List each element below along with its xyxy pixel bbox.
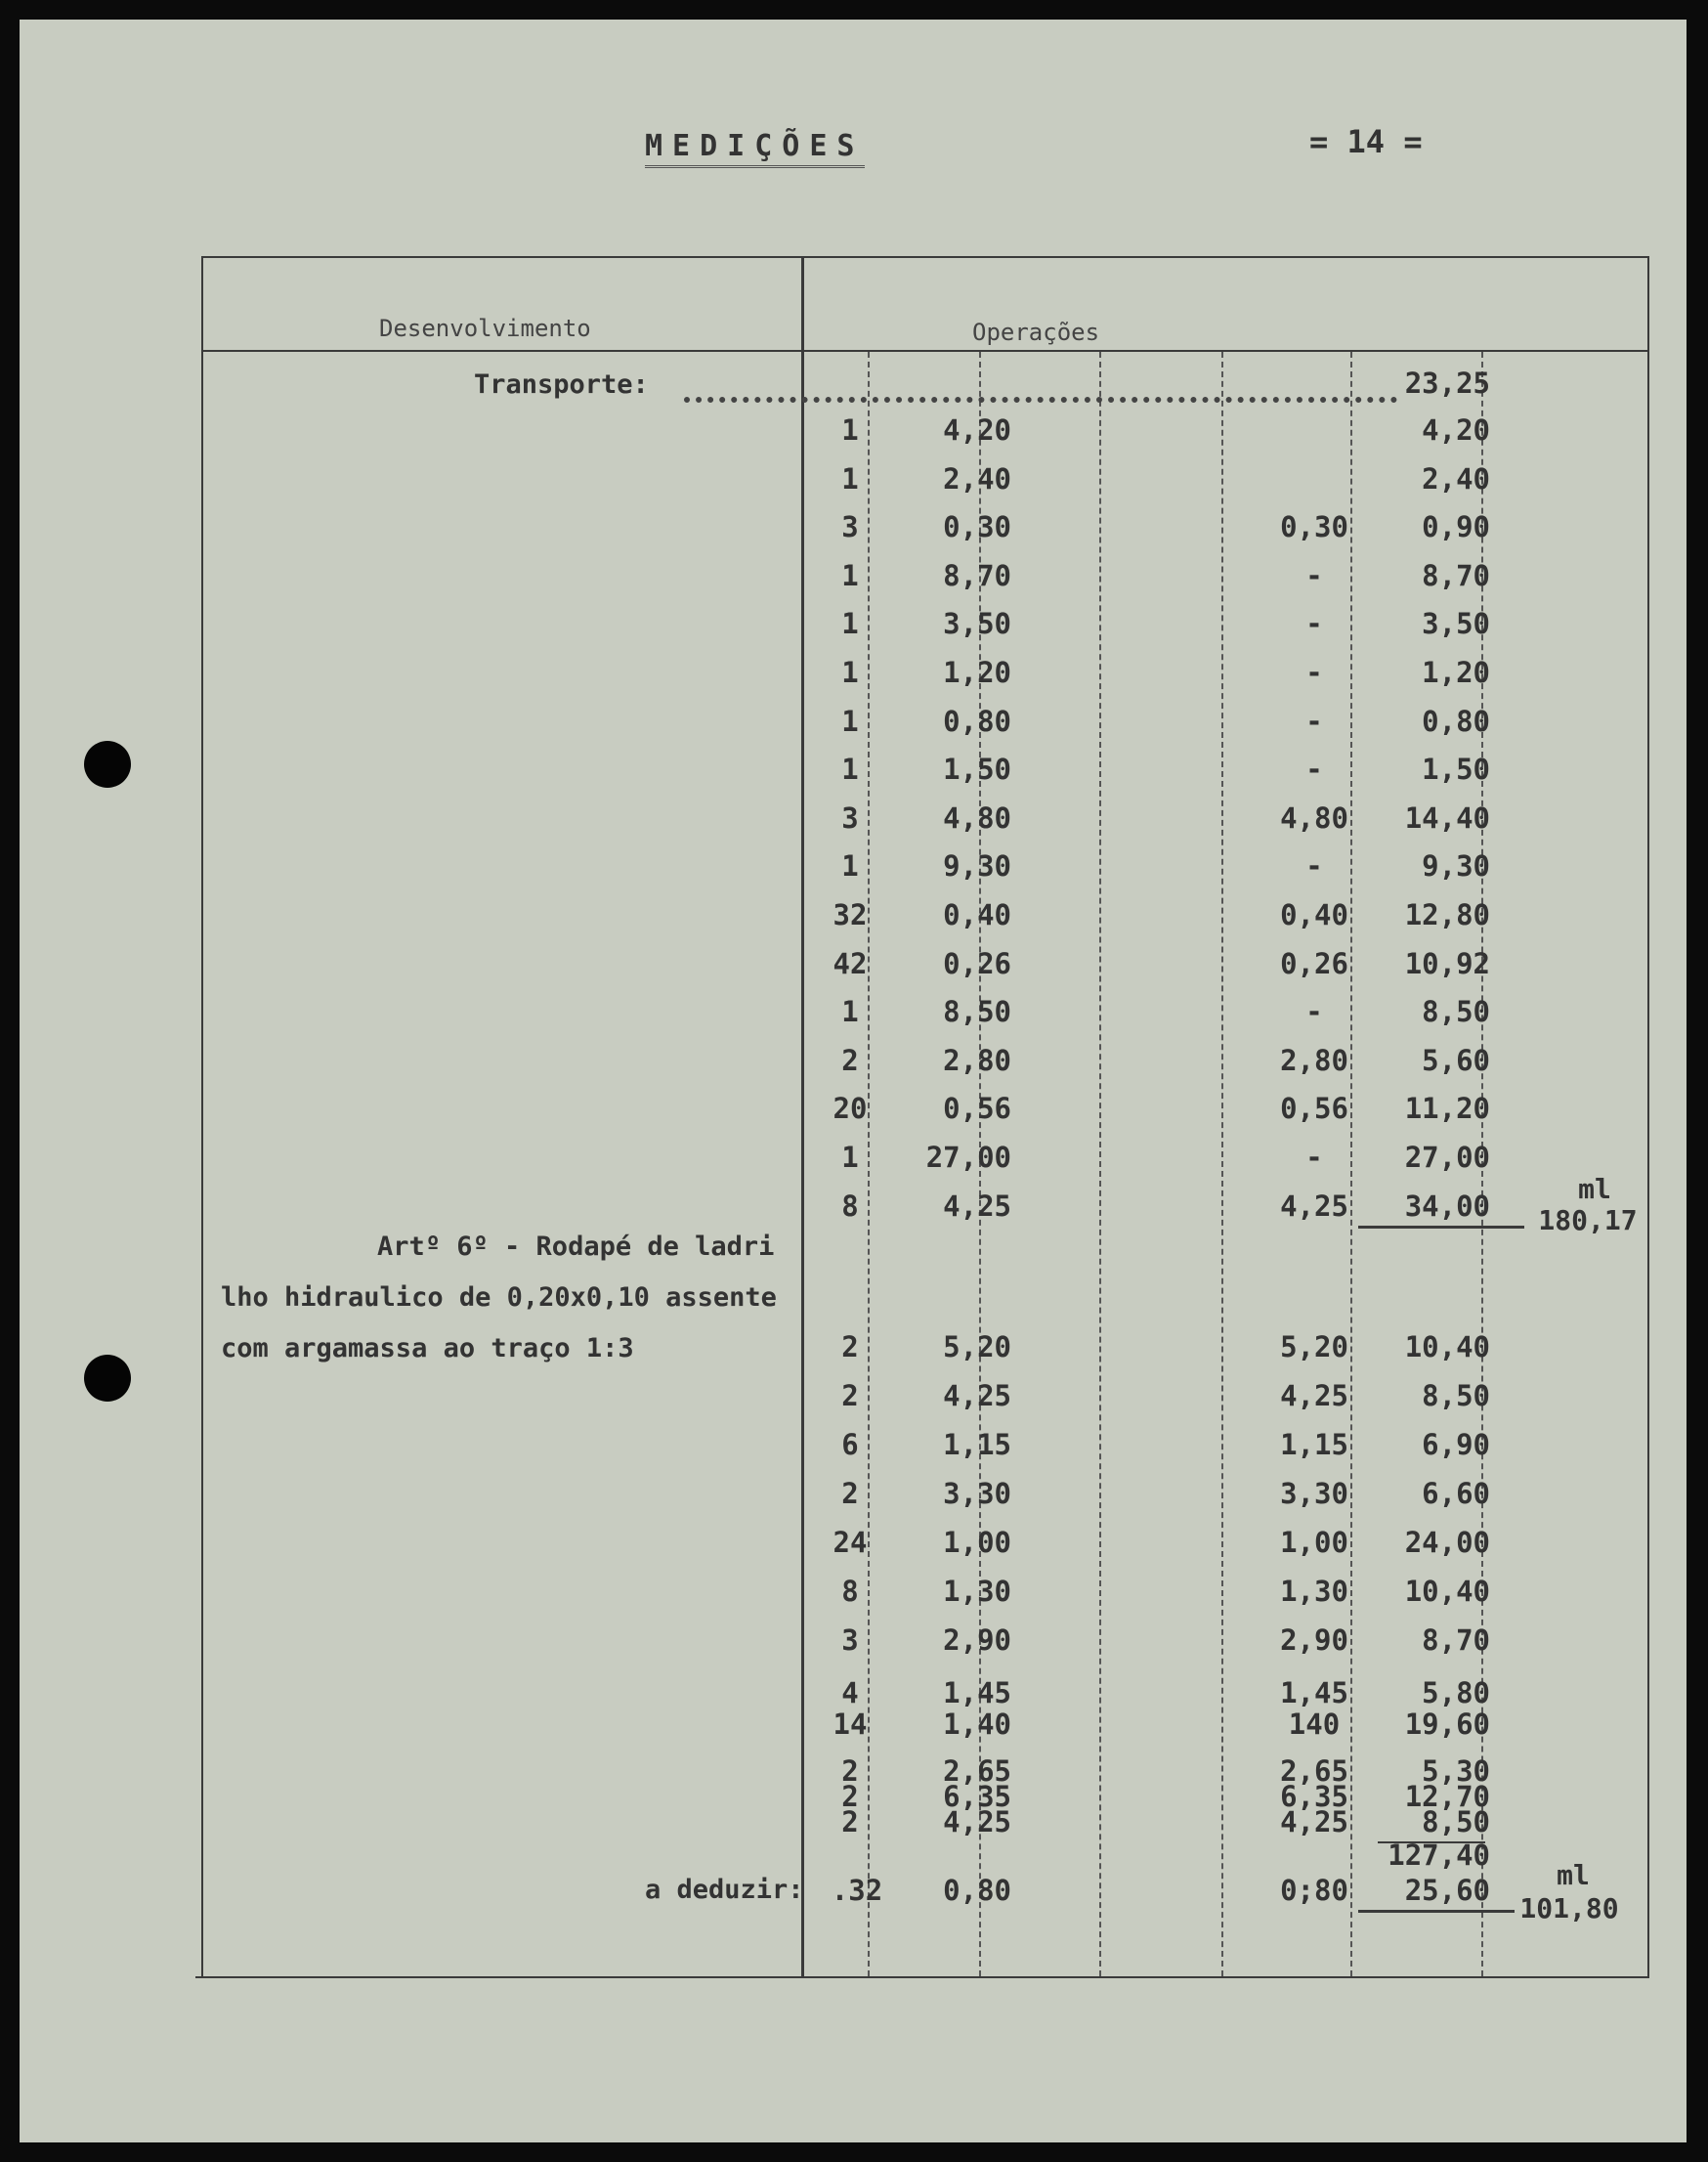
row-multiplier: 8: [841, 1189, 859, 1223]
row-width: 1,30: [1280, 1575, 1348, 1608]
deduct-mult: .32: [831, 1874, 883, 1907]
deduct-total: 25,60: [1404, 1874, 1490, 1907]
row-total: 27,00: [1404, 1141, 1490, 1174]
row-width: 4,25: [1280, 1379, 1348, 1412]
header-desenvolvimento: Desenvolvimento: [379, 315, 591, 342]
row-total: 8,70: [1422, 558, 1490, 592]
row-multiplier: 3: [841, 1623, 859, 1657]
row-total: 2,40: [1422, 461, 1490, 496]
row-length: 8,50: [943, 995, 1011, 1029]
row-total: 34,00: [1404, 1189, 1490, 1223]
table-border-top: [201, 256, 1649, 258]
row-multiplier: 1: [841, 849, 859, 884]
row-multiplier: 32: [833, 898, 868, 931]
row-multiplier: 24: [833, 1526, 868, 1559]
transport-label: Transporte:: [474, 369, 649, 400]
row-width: -: [1305, 995, 1323, 1029]
row-multiplier: 3: [841, 800, 859, 835]
article-line: lho hidraulico de 0,20x0,10 assente: [221, 1282, 777, 1313]
total-underline: [1358, 1910, 1515, 1913]
row-length: 1,20: [943, 656, 1011, 689]
row-length: 4,25: [943, 1379, 1011, 1412]
article-line: com argamassa ao traço 1:3: [221, 1333, 634, 1363]
row-width: -: [1305, 849, 1323, 884]
row-multiplier: 1: [841, 607, 859, 641]
row-length: 4,25: [943, 1805, 1011, 1838]
column-divider: [1099, 352, 1101, 1976]
row-total: 10,92: [1404, 946, 1490, 980]
punch-hole: [84, 741, 131, 788]
row-total: 5,80: [1422, 1676, 1490, 1709]
row-total: 24,00: [1404, 1526, 1490, 1559]
row-length: 0,40: [943, 898, 1011, 931]
row-length: 1,45: [943, 1676, 1011, 1709]
row-total: 9,30: [1422, 849, 1490, 884]
row-length: 27,00: [925, 1141, 1011, 1174]
row-total: 5,60: [1422, 1043, 1490, 1077]
row-width: 2,90: [1280, 1623, 1348, 1657]
row-length: 1,00: [943, 1526, 1011, 1559]
punch-hole: [84, 1355, 131, 1402]
row-length: 1,15: [943, 1428, 1011, 1461]
row-length: 2,40: [943, 461, 1011, 496]
row-multiplier: 1: [841, 558, 859, 592]
row-width: 0,30: [1280, 510, 1348, 544]
row-width: 3,30: [1280, 1477, 1348, 1510]
row-multiplier: 1: [841, 753, 859, 787]
row-total: 1,20: [1422, 656, 1490, 689]
row-length: 4,25: [943, 1189, 1011, 1223]
row-width: 5,20: [1280, 1330, 1348, 1363]
row-length: 4,20: [943, 413, 1011, 447]
subtotal-value: 101,80: [1519, 1892, 1619, 1924]
row-length: 1,40: [943, 1708, 1011, 1741]
row-total: 5,30: [1422, 1754, 1490, 1788]
page-number: = 14 =: [1309, 123, 1423, 160]
document-page: [20, 20, 1687, 2142]
transport-value: 23,25: [1404, 367, 1490, 400]
row-multiplier: 20: [833, 1092, 868, 1126]
row-total: 0,80: [1422, 704, 1490, 738]
row-width: -: [1305, 656, 1323, 689]
row-width: 4,25: [1280, 1189, 1348, 1223]
row-width: -: [1305, 704, 1323, 738]
row-multiplier: 2: [841, 1754, 859, 1788]
row-length: 9,30: [943, 849, 1011, 884]
row-length: 0,56: [943, 1092, 1011, 1126]
row-multiplier: 2: [841, 1330, 859, 1363]
row-total: 0,90: [1422, 510, 1490, 544]
row-length: 3,30: [943, 1477, 1011, 1510]
row-multiplier: 6: [841, 1428, 859, 1461]
deduct-w: 0;80: [1280, 1874, 1348, 1907]
row-multiplier: 2: [841, 1780, 859, 1813]
deduct-len: 0,80: [943, 1874, 1011, 1907]
row-multiplier: 1: [841, 704, 859, 738]
row-total: 3,50: [1422, 607, 1490, 641]
row-width: 6,35: [1280, 1780, 1348, 1813]
row-multiplier: 2: [841, 1043, 859, 1077]
row-width: -: [1305, 558, 1323, 592]
unit-label: ml: [1557, 1859, 1590, 1891]
row-multiplier: 1: [841, 1141, 859, 1174]
row-multiplier: 3: [841, 510, 859, 544]
row-total: 8,50: [1422, 995, 1490, 1029]
row-total: 19,60: [1404, 1708, 1490, 1741]
row-length: 1,30: [943, 1575, 1011, 1608]
row-width: 4,80: [1280, 800, 1348, 835]
subtotal-value: 180,17: [1538, 1204, 1638, 1236]
row-multiplier: 2: [841, 1477, 859, 1510]
row-width: -: [1305, 607, 1323, 641]
row-total: 10,40: [1404, 1575, 1490, 1608]
row-length: 0,80: [943, 704, 1011, 738]
row-length: 0,30: [943, 510, 1011, 544]
table-border-right: [1647, 256, 1649, 1978]
row-multiplier: 4: [841, 1676, 859, 1709]
row-width: 1,00: [1280, 1526, 1348, 1559]
row-multiplier: 2: [841, 1379, 859, 1412]
row-total: 8,50: [1422, 1379, 1490, 1412]
row-width: 2,80: [1280, 1043, 1348, 1077]
column-divider: [1221, 352, 1223, 1976]
total-underline: [1358, 1226, 1524, 1229]
deduct-label: a deduzir:: [645, 1875, 804, 1905]
row-total: 8,50: [1422, 1805, 1490, 1838]
row-multiplier: 1: [841, 461, 859, 496]
row-multiplier: 1: [841, 413, 859, 447]
row-width: 1,15: [1280, 1428, 1348, 1461]
row-total: 6,90: [1422, 1428, 1490, 1461]
row-length: 5,20: [943, 1330, 1011, 1363]
row-total: 11,20: [1404, 1092, 1490, 1126]
row-multiplier: 2: [841, 1805, 859, 1838]
row-length: 2,80: [943, 1043, 1011, 1077]
row-length: 0,26: [943, 946, 1011, 980]
main-column-divider: [801, 256, 804, 1978]
row-total: 12,80: [1404, 898, 1490, 931]
row-length: 8,70: [943, 558, 1011, 592]
row-total: 1,50: [1422, 753, 1490, 787]
row-total: 6,60: [1422, 1477, 1490, 1510]
row-width: -: [1305, 753, 1323, 787]
page-title: MEDIÇÕES: [645, 129, 865, 168]
sum-value: 127,40: [1388, 1838, 1490, 1872]
row-total: 12,70: [1404, 1780, 1490, 1813]
header-operacoes: Operações: [972, 319, 1100, 346]
row-total: 10,40: [1404, 1330, 1490, 1363]
row-length: 2,90: [943, 1623, 1011, 1657]
row-length: 6,35: [943, 1780, 1011, 1813]
row-width: 140: [1288, 1708, 1341, 1741]
row-length: 4,80: [943, 800, 1011, 835]
row-multiplier: 1: [841, 656, 859, 689]
header-divider: [201, 350, 1649, 352]
row-width: -: [1305, 1141, 1323, 1174]
unit-label: ml: [1578, 1173, 1611, 1205]
row-length: 3,50: [943, 607, 1011, 641]
row-width: 2,65: [1280, 1754, 1348, 1788]
table-border-bottom: [195, 1976, 1649, 1978]
row-width: 4,25: [1280, 1805, 1348, 1838]
row-length: 1,50: [943, 753, 1011, 787]
row-width: 0,56: [1280, 1092, 1348, 1126]
row-multiplier: 14: [833, 1708, 868, 1741]
leader-dots: [684, 389, 1397, 403]
table-border-left: [201, 256, 203, 1978]
row-multiplier: 42: [833, 946, 868, 980]
row-total: 4,20: [1422, 413, 1490, 447]
row-width: 1,45: [1280, 1676, 1348, 1709]
row-length: 2,65: [943, 1754, 1011, 1788]
row-width: 0,26: [1280, 946, 1348, 980]
row-multiplier: 8: [841, 1575, 859, 1608]
row-total: 8,70: [1422, 1623, 1490, 1657]
row-multiplier: 1: [841, 995, 859, 1029]
row-total: 14,40: [1404, 800, 1490, 835]
row-width: 0,40: [1280, 898, 1348, 931]
article-line: Artº 6º - Rodapé de ladri: [377, 1232, 775, 1262]
